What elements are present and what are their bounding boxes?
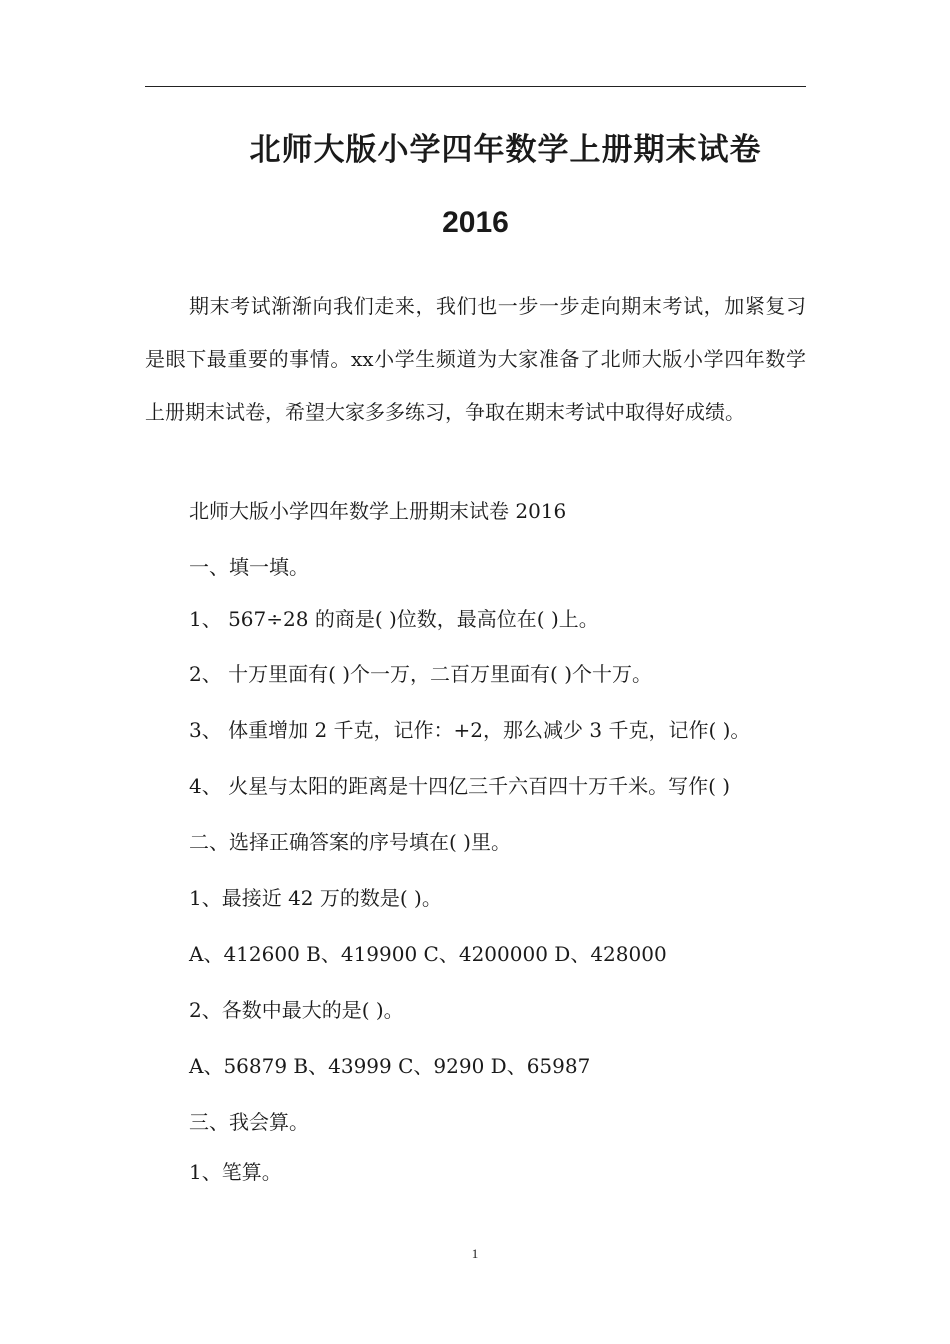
intro-paragraph: 期末考试渐渐向我们走来，我们也一步一步走向期末考试，加紧复习是眼下最重要的事情。xx小学生频道为大家准备了北师大版小学四年数学上册期末试卷，希望大家多多练习，争取在期末考试中取得好成绩。	[145, 294, 806, 424]
question-item: 1、笔算。	[189, 1160, 282, 1184]
document-title: 北师大版小学四年数学上册期末试卷	[249, 132, 762, 168]
page-number: 1	[471, 1246, 479, 1261]
section-heading: 一、填一填。	[189, 555, 309, 579]
question-item: 4、 火星与太阳的距离是十四亿三千六百四十万千米。写作( )	[189, 774, 731, 798]
section-heading: 二、选择正确答案的序号填在( )里。	[189, 830, 511, 854]
question-item: 1、 567÷28 的商是( )位数，最高位在( )上。	[189, 607, 599, 631]
question-item: 3、 体重增加 2 千克，记作：+2，那么减少 3 千克，记作( )。	[189, 718, 751, 742]
content-line: 北师大版小学四年数学上册期末试卷 2016	[189, 499, 567, 523]
answer-options: A、412600 B、419900 C、4200000 D、428000	[189, 942, 667, 966]
question-item: 2、 十万里面有( )个一万，二百万里面有( )个十万。	[189, 662, 653, 686]
section-heading: 三、我会算。	[189, 1110, 309, 1134]
header-rule	[145, 86, 806, 87]
document-title-year: 2016	[442, 206, 509, 239]
question-item: 2、各数中最大的是( )。	[189, 998, 404, 1022]
question-item: 1、最接近 42 万的数是( )。	[189, 886, 442, 910]
answer-options: A、56879 B、43999 C、9290 D、65987	[189, 1054, 591, 1078]
